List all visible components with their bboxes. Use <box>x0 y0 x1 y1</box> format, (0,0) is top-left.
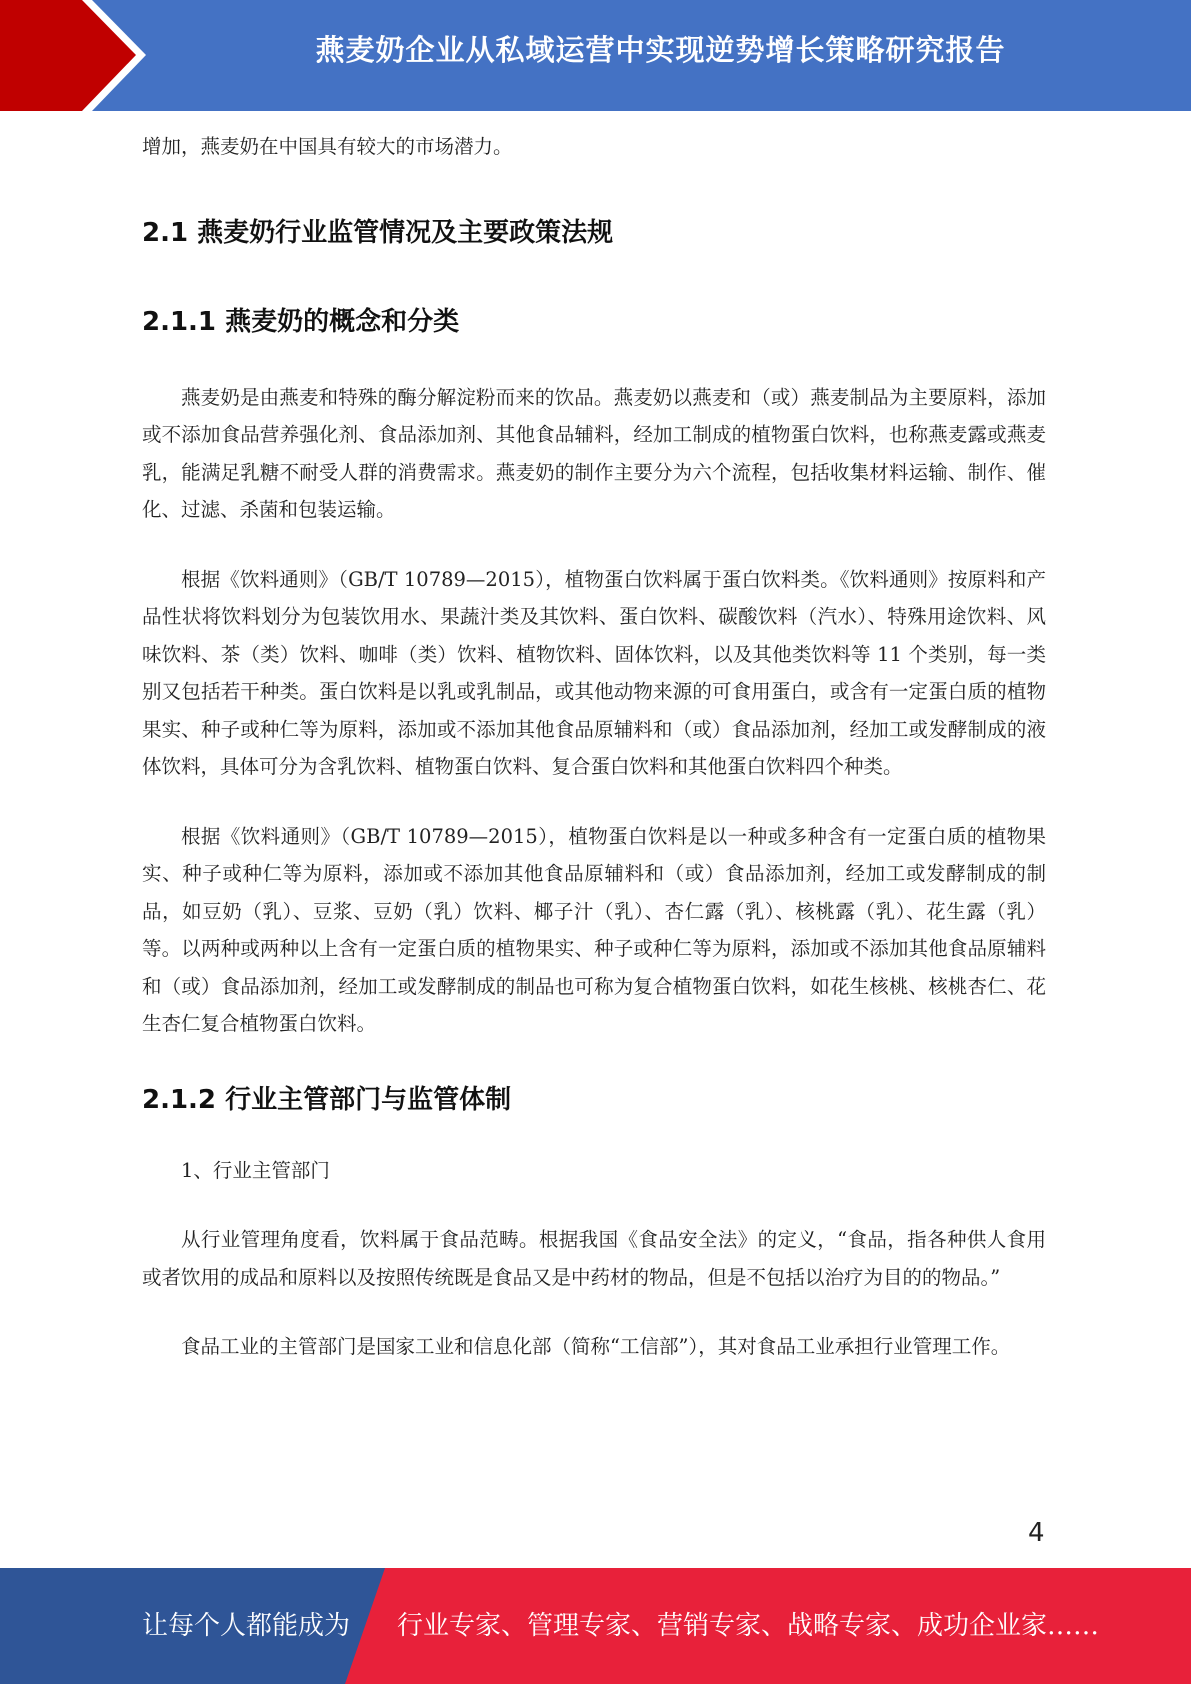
page-footer <box>0 1568 1191 1684</box>
footer-slogan-right: 行业专家、管理专家、营销专家、战略专家、成功企业家…… <box>397 1611 1100 1641</box>
food-definition-paragraph: 从行业管理角度看，饮料属于食品范畴。根据我国《食品安全法》的定义，“食品，指各种供人食用或者饮用的成品和原料以及按照传统既是食品又是中药材的物品，但是不包括以治疗为目的的物品。” <box>142 1228 1046 1289</box>
section-heading-2-1-1: 2.1.1 燕麦奶的概念和分类 <box>142 306 460 337</box>
classification-paragraph: 根据《饮料通则》（GB/T 10789—2015），植物蛋白饮料属于蛋白饮料类。《饮料通则》按原料和产品性状将饮料划分为包装饮用水、果蔬汁类及其饮料、蛋白饮料、碳酸饮料（汽水）、特殊用途饮料、风味饮料、茶（类）饮料、咖啡（类）饮料、植物饮料、固体饮料，以及其他类饮料等 11 个类别，每一类别又包括若干种类。蛋白饮料是以乳或乳制品，或其他动物来源的可食用蛋白，或含有一定蛋白质的植物果实、种子或种仁等为原料，添加或不添加其他食品原辅料和（或）食品添加剂，经加工或发酵制成的液体饮料，具体可分为含乳饮料、植物蛋白饮料、复合蛋白饮料和其他蛋白饮料四个种类。 <box>142 567 1046 778</box>
list-item-heading: 1、行业主管部门 <box>181 1158 330 1182</box>
concept-paragraph: 燕麦奶是由燕麦和特殊的酶分解淀粉而来的饮品。燕麦奶以燕麦和（或）燕麦制品为主要原料，添加或不添加食品营养强化剂、食品添加剂、其他食品辅料，经加工制成的植物蛋白饮料，也称燕麦露或燕麦乳，能满足乳糖不耐受人群的消费需求。燕麦奶的制作主要分为六个流程，包括收集材料运输、制作、催化、过滤、杀菌和包装运输。 <box>142 385 1046 521</box>
intro-tail-paragraph: 增加，燕麦奶在中国具有较大的市场潜力。 <box>142 135 513 158</box>
header-title: 燕麦奶企业从私域运营中实现逆势增长策略研究报告 <box>315 33 1006 67</box>
plant-protein-paragraph: 根据《饮料通则》（GB/T 10789—2015），植物蛋白饮料是以一种或多种含有一定蛋白质的植物果实、种子或种仁等为原料，添加或不添加其他食品原辅料和（或）食品添加剂，经加工或发酵制成的制品，如豆奶（乳）、豆浆、豆奶（乳）饮料、椰子汁（乳）、杏仁露（乳）、核桃露（乳）、花生露（乳）等。以两种或两种以上含有一定蛋白质的植物果实、种子或种仁等为原料，添加或不添加其他食品原辅料和（或）食品添加剂，经加工或发酵制成的制品也可称为复合植物蛋白饮料，如花生核桃、核桃杏仁、花生杏仁复合植物蛋白饮料。 <box>142 824 1046 1035</box>
section-heading-2-1: 2.1 燕麦奶行业监管情况及主要政策法规 <box>142 217 614 248</box>
section-heading-2-1-2: 2.1.2 行业主管部门与监管体制 <box>142 1084 512 1115</box>
miit-paragraph: 食品工业的主管部门是国家工业和信息化部（简称“工信部”），其对食品工业承担行业管理工作。 <box>181 1335 1011 1358</box>
footer-slogan-left: 让每个人都能成为 <box>142 1611 351 1641</box>
page-header <box>0 0 1191 111</box>
page-number: 4 <box>1028 1518 1045 1548</box>
document-body <box>142 128 1046 1366</box>
